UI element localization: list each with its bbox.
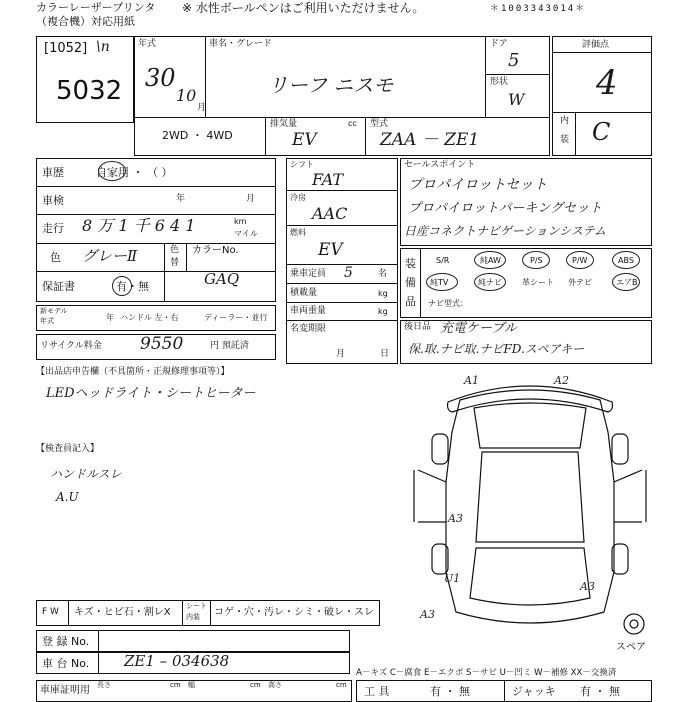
name-label: 車名・グレード: [209, 39, 273, 49]
color-change-1: 色: [170, 245, 180, 255]
weight-unit: kg: [378, 307, 388, 316]
car-hood: [474, 403, 586, 448]
car-trunk: [470, 548, 590, 605]
shift-label: シフト: [290, 160, 314, 169]
year-label: 年式: [138, 39, 157, 49]
door-value: 5: [508, 50, 520, 71]
damage-a2: A2: [554, 374, 569, 387]
width-label: 幅: [188, 681, 195, 689]
weight-label: 車両重量: [290, 306, 327, 316]
header-line2: （複合機）対応用紙: [36, 15, 135, 28]
color-value: グレーⅡ: [82, 247, 138, 265]
deadline-label: 名変期限: [290, 324, 327, 334]
sales-point-3: 日産コネクトナビゲーションシステム: [404, 224, 607, 238]
handle: ハンドル 左・右: [120, 313, 179, 322]
circle-pw: [566, 251, 594, 269]
equip-navi: 純ナビ: [478, 278, 502, 287]
km-unit: km: [234, 217, 247, 226]
equip-abs: ABS: [618, 256, 634, 265]
displacement-value: EV: [292, 130, 317, 150]
inspection-label: 車検: [42, 194, 64, 207]
circle-airbag: [612, 273, 640, 291]
equip-sr: S/R: [436, 256, 450, 265]
inspector-label: 【検査員記入】: [36, 444, 100, 454]
fuel-value: EV: [318, 240, 343, 260]
shape-value: W: [508, 90, 525, 109]
color-no-value: GAQ: [204, 270, 240, 288]
circle-navi: [474, 273, 506, 291]
model-label: 型式: [370, 119, 389, 129]
capacity-value: 5: [344, 265, 353, 281]
cc-label: cc: [348, 119, 357, 128]
equip-ps: P/S: [530, 256, 543, 265]
door-label: ドア: [490, 39, 508, 49]
warranty-value: 有・無: [116, 280, 149, 293]
drive-label: 2WD ・ 4WD: [162, 129, 233, 142]
color-no-label: カラーNo.: [192, 245, 239, 256]
equip-pw: P/W: [572, 256, 588, 265]
recycle-label: リサイクル料金: [40, 341, 102, 351]
capacity-label: 乗車定員: [290, 269, 327, 279]
jack-value: 有 ・ 無: [580, 685, 620, 698]
deadline-month: 月: [336, 349, 346, 359]
equip-leather: 革シート: [522, 278, 554, 287]
warranty-yes-circle: [112, 276, 132, 296]
damage-u1: U1: [444, 572, 461, 585]
seat-text: コゲ・穴・汚レ・シミ・破レ・スレ: [214, 607, 374, 618]
inspector-note2: A.U: [56, 490, 79, 504]
model-value: ZAA － ZE1: [380, 130, 480, 150]
aftermarket-label: 後日品: [404, 322, 432, 332]
cooler-label: 冷房: [290, 193, 306, 202]
cm-3: cm: [336, 681, 347, 689]
history-label: 車歴: [42, 166, 64, 179]
seller-label: 【出品店申告欄（不具箇所・正規修理事項等）】: [36, 367, 230, 377]
history-opts: 自家用 ・ （ ）: [96, 166, 173, 179]
damage-a3-front: A3: [420, 608, 435, 621]
aftermarket-line1: 充電ケーブル: [440, 321, 517, 336]
newcar-year: 年: [106, 313, 114, 322]
tools-value: 有 ・ 無: [430, 685, 470, 698]
lot-number: 5032: [56, 76, 123, 106]
spare-tire: [624, 614, 644, 634]
interior-value: C: [592, 118, 611, 146]
wheel-fl: [432, 434, 448, 464]
aftermarket-line2: 保.取.ナビ取.ナビFD.スペアキー: [408, 342, 585, 356]
chassis-label: 車 台 No.: [42, 657, 90, 670]
fw-text: キズ・ヒビ石・割レX: [74, 607, 171, 618]
equipment-label-1: 装: [405, 257, 416, 270]
recycle-value: 9550: [140, 334, 184, 354]
warranty-label: 保証書: [42, 280, 75, 293]
circle-abs: [612, 251, 640, 269]
length-label: 長さ: [97, 681, 111, 689]
equip-ext: 外テビ: [568, 278, 592, 287]
recycle-unit: 円 預託済: [210, 341, 249, 351]
sales-point-1: プロパイロットセット: [408, 177, 548, 193]
newcar-label-2: 年式: [40, 317, 54, 325]
shape-label: 形状: [490, 77, 509, 87]
color-label: 色: [50, 251, 61, 264]
name-value: リーフ ニスモ: [268, 73, 394, 97]
inspector-note1: ハンドルスレ: [50, 467, 122, 481]
month-unit: 月: [197, 103, 207, 113]
newcar-label-1: 新モデル: [40, 307, 68, 315]
car-diagram: [400, 372, 660, 653]
circle-aw: [474, 251, 506, 269]
interior-label-2: 装: [560, 135, 570, 145]
damage-a1: A1: [464, 374, 479, 387]
cm-1: cm: [170, 681, 181, 689]
cert-label: 車庫証明用: [40, 685, 90, 696]
car-roof: [476, 452, 584, 542]
color-change-2: 替: [170, 258, 180, 268]
cooler-value: AAC: [312, 204, 348, 223]
load-unit: kg: [378, 289, 388, 298]
displacement-label: 排気量: [270, 119, 298, 129]
header-line1: カラーレーザープリンタ: [36, 1, 156, 14]
fw-label: F W: [42, 607, 59, 617]
equipment-label-3: 品: [405, 295, 416, 308]
inspection-year-unit: 年: [176, 194, 186, 204]
equip-airbag: エアB: [616, 278, 638, 287]
interior-label-1: 内: [560, 116, 570, 126]
cm-2: cm: [250, 681, 261, 689]
mileage-value: 8 万 1 千 6 4 1: [82, 216, 196, 235]
header-notice: ※ 水性ボールペンはご利用いただけません。: [182, 1, 425, 15]
capacity-unit: 名: [378, 269, 388, 279]
lot-unit: \n: [96, 39, 110, 55]
lot-lane: [1052]: [44, 41, 88, 56]
score-value: 4: [596, 63, 618, 103]
inspection-month-unit: 月: [246, 194, 256, 204]
equip-aw: 純AW: [480, 256, 501, 265]
equipment-label-2: 備: [405, 276, 416, 289]
header-serial: ＊1003343014＊: [490, 4, 587, 14]
equip-tv: 純TV: [430, 278, 449, 287]
private-use-circle: [98, 161, 126, 181]
year-value: 30: [145, 64, 176, 92]
circle-ps: [522, 251, 550, 269]
navi-label: ナビ型式：: [428, 299, 468, 308]
load-label: 積載量: [290, 288, 318, 298]
fuel-label: 燃料: [290, 228, 306, 237]
mileage-label: 走行: [42, 222, 64, 235]
legend: A－キズ C－腐食 E－エクボ S－サビ U－凹ミ W－補修 XX－交換済: [356, 668, 617, 678]
month-value: 10: [176, 86, 197, 105]
height-label: 高さ: [268, 681, 282, 689]
seat-label-2: 内装: [186, 613, 200, 621]
circle-tv: [426, 273, 458, 291]
damage-a3-rear: A3: [580, 580, 595, 593]
sales-point-2: プロパイロットパーキングセット: [408, 201, 603, 216]
seat-label-1: シート: [186, 602, 207, 610]
chassis-value: ZE1 – 034638: [124, 652, 230, 670]
wheel-fr: [612, 434, 628, 464]
dealer: ディーラー・並行: [204, 313, 268, 322]
seller-text: LEDヘッドライト・シートヒーター: [46, 386, 256, 401]
deadline-day: 日: [380, 349, 390, 359]
spare-label: スペア: [616, 642, 646, 653]
sales-label: セールスポイント: [404, 160, 476, 170]
shift-value: FAT: [312, 170, 344, 189]
reg-label: 登 録 No.: [42, 635, 90, 648]
mile-unit: マイル: [234, 229, 258, 238]
score-label: 評価点: [582, 40, 610, 50]
damage-a3: A3: [448, 512, 463, 525]
jack-label: ジャッキ: [512, 685, 556, 698]
tools-label: 工 具: [364, 685, 390, 698]
